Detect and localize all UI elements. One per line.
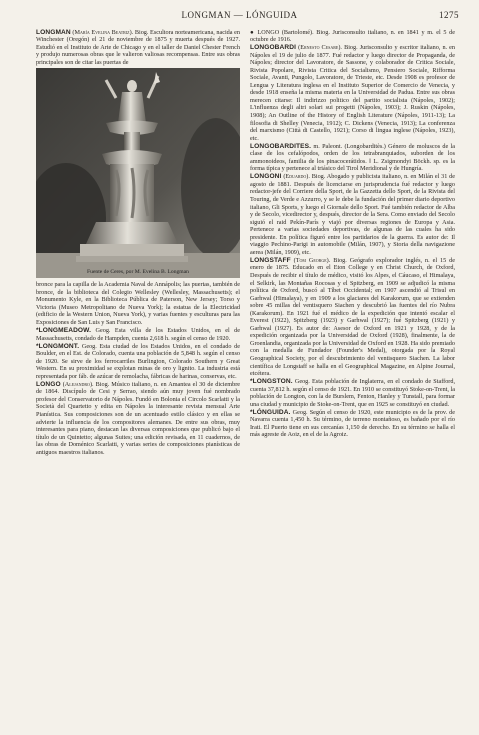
headword: LONGOBARDI [250, 44, 297, 52]
entry-longobardites [250, 143, 455, 173]
entry-longston [250, 378, 455, 408]
entry-longuida [250, 409, 455, 439]
headword: LONGSTAFF [250, 256, 291, 264]
photo-caption: Fuente de Ceres, por M. Evelina B. Longman [87, 268, 189, 275]
entry-text: Geog. Esta ciudad de los Estados Unidos, en el condado de Boulder, en el Est. de Colorado, cuenta una población de 5,848 h. según el censo de 1920. Se sirve de los ferrocarriles Burlington, Colorado Southern y Great Western. En su proximidad se explotan minas de oro y lignito. La industria está representada por fáb. de azúcar de remolacha, fábricas de harinas, conservas, etc. [36, 342, 241, 380]
entry-text: Biog. Abogado y publicista italiano, n. en Milán el 31 de agosto de 1881. Después de licenciarse en jurisprudencia fué redactor y luego redactor-jefe del Corriere della Sport, de la Gazzetta dello Sport, de la Rivista del Touring, de Verde e Azzurro, y se le debe la fundación del primer diario deportivo italiano, Gli Sports, y luego el Giornale dello Sport. Fué también redactor de Alba y de Secolo, vicedirector y, después, director de la Sera. Como enviado del Secolo siguió el raid Pekín-París y viajó por diversas regiones de Europa y Asia. Pertenece a varias sociedades deportivas, de algunas de las cuales ha sido presidente. En política figuró entre los partidarios de la guerra. Es autor de: Il viaggio Pechino-Parigi in automobile (Milán, 1907), y Storia della navigazione aerea (Milán, 1909), etc. [250, 173, 456, 256]
running-title: LONGMAN — LÓNGUIDA [181, 10, 298, 20]
entry-name: (Alejandro). [62, 380, 94, 388]
entry-name: (Ernesto Cesare). [298, 44, 342, 52]
entry-longobardi [250, 44, 455, 142]
headword: *LONGSTON. [250, 378, 293, 386]
entry-name: (Tom George). [293, 256, 331, 264]
entry-longo-bartolome: ● LONGO (Bartolomé). Biog. Jurisconsulto italiano, n. en 1841 y m. el 5 de octubre de 1916. [250, 28, 455, 44]
entry-text: Biog. Jurisconsulto y escritor italiano, n. en Nápoles el 19 de julio de 1877. Fué redactor y luego director de Propaganda, de Nápoles; director del Lavoratore, de Sassone, y colaborador de Critica Sociale, Rivista Popolare, Rivista Critica del Socialismo, Pensiero Sociale, Rifforma Sociale, Avanti, Pungolo, Lavoratore, de Trieste, etc. Desde 1908 es profesor de Lengua y Literatura inglesa en el Instituto Superior de Comercio de Venecia, y desde 1918 enseña la misma materia en la Universidad de Padua. Entre sus obras merecen citarse: Il indirizzo politico del partito socialista (Nápoles, 1902); L'influenza degli altri solari sui progetti (Nápoles, 1903); J. Ruskin (Nápoles, 1908); An Outline of the History of English Literature (Nápoles, 1911-13); La filosofia di Shelley (Venecia, 1912); C. Dickens (Venecia, 1913); La conferenza del marxismo (Città di Castello, 1921); Corso di lingua inglese (Nápoles, 1923), etc. [250, 44, 456, 142]
right-column [250, 28, 455, 439]
headword: LONGMAN [36, 28, 71, 36]
entry-text: Geog. Esta villa de los Estados Unidos, en el de Massachusetts, condado de Hampden, cuenta 2,618 h. según el censo de 1920. [36, 327, 241, 342]
entry-text: Biog. Músico italiano, n. en Amantea el 30 de diciembre de 1864. Discípulo de Cesi y Serrao, siendo aún muy joven fué nombrado profesor del Conservatorio de Nápoles. Fundó en Bolonia el Circolo Scarlatti y la Società del Quartetto y edita en Nápoles la interesante revista mensual Arte Pianística. Sus composiciones son de un acentuado estilo clásico y en ellas se advierte la influencia de los compositores alemanes. De entre sus obras, muy interesantes para piano, destacan las diversas composiciones que publicó bajo el título de un Quintetto; algunas Suites; una edición revisada, en 11 cuadernos, de las obras de Doménico Scarlatti, y varias series de composiciones pianísticas de antiguos maestros italianos. [36, 380, 241, 456]
entry-longman-continued: bronce para la capilla de la Academia Naval de Annápolis; las puertas, también de bronce, de la biblioteca del Colegio Wellesley (Wellesley, Massachusetts); el Monumento Kyle, en la Biblioteca Pública de Paterson, New Jersey; Torso y Victoria (Museo Metropolitano de Nueva York); la estatua de la Electricidad (edificio de la Western Union, Nueva York), y varias fuentes y esculturas para las Exposiciones de San Luis y San Francisco. [36, 281, 240, 326]
entry-text: m. Paleont. (Longobarditès.) Género de moluscos de la clase de los cefalópodos, orden de los tetrabranquiados, suborden de los ammonoideos, familia de los pinacocerátidos. ‖ L. Zsigmondyi Böckh. sp. es la forma típica y pertenece al triásico del Tirol Meridional y de Hungría. [250, 142, 456, 173]
entry-name: (Eduardo). [283, 173, 310, 181]
entry-longmeadow [36, 327, 240, 342]
entry-text: Geog. Según el censo de 1920, este municipio es de la prov. de Navarra cuenta 1,450 h. Su término, de terreno montañoso, es bañado por el río Irati. El Puerto tiene en sus cercanías 1,150 de derecho. En su término se halla el más agreste de Aoiz, en el de la Agroiz. [250, 408, 455, 439]
headword: *LÓNGUIDA. [250, 408, 291, 416]
fountain-illustration [36, 68, 240, 278]
entry-longstaff [250, 257, 455, 378]
sculpture-photo [36, 68, 240, 278]
entry-longmont [36, 343, 240, 381]
entry-longo [36, 381, 240, 456]
entry-text: Biog. Escultora norteamericana, nacida en Winchester (Oregón) el 21 de noviembre de 1875 y muerta después de 1927. Estudió en el Instituto de Arte de Chicago y en el taller de Daniel Chester French y produjo numerosas obras que le valieron valiosas recompensas. Entre sus obras principales son de citar las puertas de [36, 28, 241, 66]
headword: LONGONI [250, 173, 282, 181]
headword: LONGOBARDITES. [250, 142, 312, 150]
headword: LONGO [36, 380, 61, 388]
headword: *LONGMONT. [36, 342, 80, 350]
page-header [0, 10, 479, 22]
entry-text: Geog. Esta población de Inglaterra, en el condado de Stafford, cuenta 37,812 h. según el censo de 1921. En 1910 se constituyó Stoke-on-Trent, la población de Longton, con la de Burslem, Fenton, Hanley y Tunstall, para formar una ciudad y municipio de Stoke-on-Trent, que en 1925 se constituyó en ciudad. [250, 378, 455, 408]
entry-name: (María Evelina Beatriz). [72, 28, 134, 36]
page-number: 1275 [439, 10, 459, 20]
entry-longman [36, 29, 240, 67]
headword: *LONGMEADOW. [36, 327, 92, 335]
left-column [36, 28, 240, 456]
entry-longoni [250, 173, 455, 256]
entry-text: Biog. Geógrafo explorador inglés, n. el 15 de enero de 1875. Educado en el Eton College y en Christ Church, de Oxford, Después de recibir el título de médico, visitó los Alpes, el Cáucaso, el Himalaya, el Selkirk, las Montañas Rocosas y el Spitzberg, en 1909 se adjudicó la misma política de Oxford, buscó al Tíbet Occidental; en 1907 ascendió al Trisul en Garhwal (Himalaya), y en 1909 a los glaciares del Karakorum, que se extienden sobre 45 millas del ventisquero Siachen y descubrió las fuentes del río Nubra (Karakorum). En 1921 fué el médico de la expedición que intentó escalar el Everest (1922), Spitzberg (1923) y Garhwal (1927); fué Spitzberg (1921) y Garhwal (1927). Es autor de: Asesor de Oxford en 1921 y 1928, y de la expedición organizada por la Universidad de Oxford (1928), finalmente, la de Groenlandia, organizada por la Universidad de Oxford en 1928. Ha sido premiado con la medalla de Fundador (Founder's Medal), otorgada por la Royal Geographical Society, por el descubrimiento del ventisquero Siachen. La labor científica de Longstaff se halla en el Geographical Magazine, en Alpine Journal, etcétera. [250, 256, 455, 378]
